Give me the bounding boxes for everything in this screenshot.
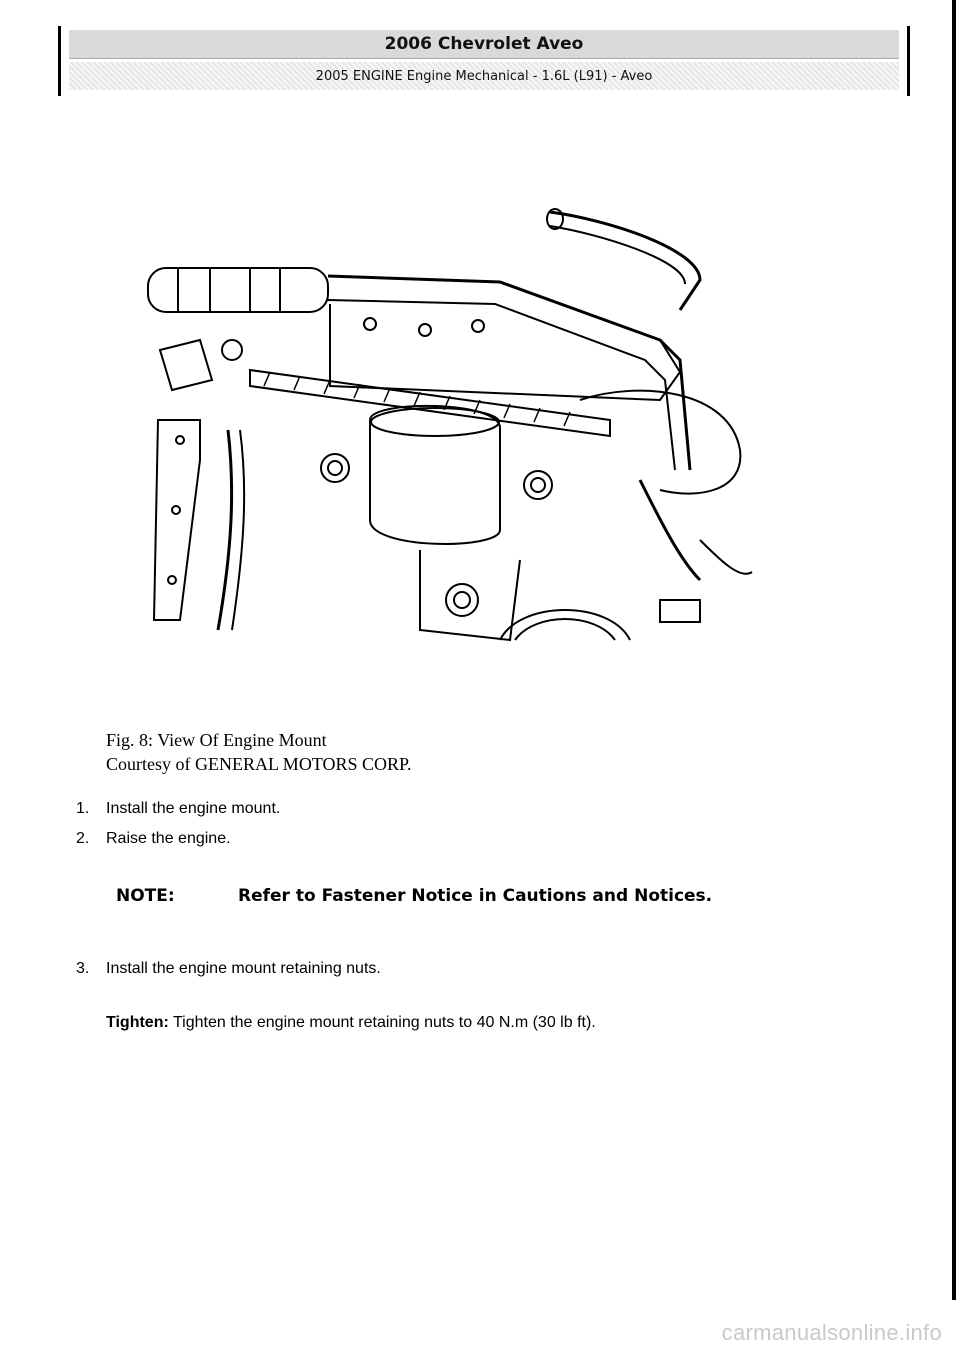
document-subtitle: 2005 ENGINE Engine Mechanical - 1.6L (L91) - Aveo	[69, 62, 899, 90]
figure-caption-title: Fig. 8: View Of Engine Mount	[106, 730, 327, 750]
step-number: 1.	[76, 800, 90, 817]
page-border	[952, 0, 956, 1300]
engine-mount-illustration	[140, 200, 760, 660]
watermark: carmanualsonline.info	[721, 1320, 942, 1345]
step-number: 2.	[76, 830, 90, 847]
figure-caption	[106, 728, 412, 776]
note-label: NOTE:	[116, 886, 175, 906]
document-header	[58, 26, 910, 96]
step-text: Install the engine mount.	[106, 800, 281, 817]
tighten-label: Tighten:	[106, 1014, 169, 1031]
note-text: Refer to Fastener Notice in Cautions and Notices.	[238, 886, 713, 906]
document-title: 2006 Chevrolet Aveo	[69, 30, 899, 59]
step-text: Raise the engine.	[106, 830, 231, 847]
figure-caption-credit: Courtesy of GENERAL MOTORS CORP.	[106, 754, 412, 774]
tighten-text: Tighten the engine mount retaining nuts to 40 N.m (30 lb ft).	[172, 1014, 596, 1031]
step-number: 3.	[76, 960, 90, 977]
step-text: Install the engine mount retaining nuts.	[106, 960, 381, 977]
tighten-spec	[106, 1014, 596, 1032]
